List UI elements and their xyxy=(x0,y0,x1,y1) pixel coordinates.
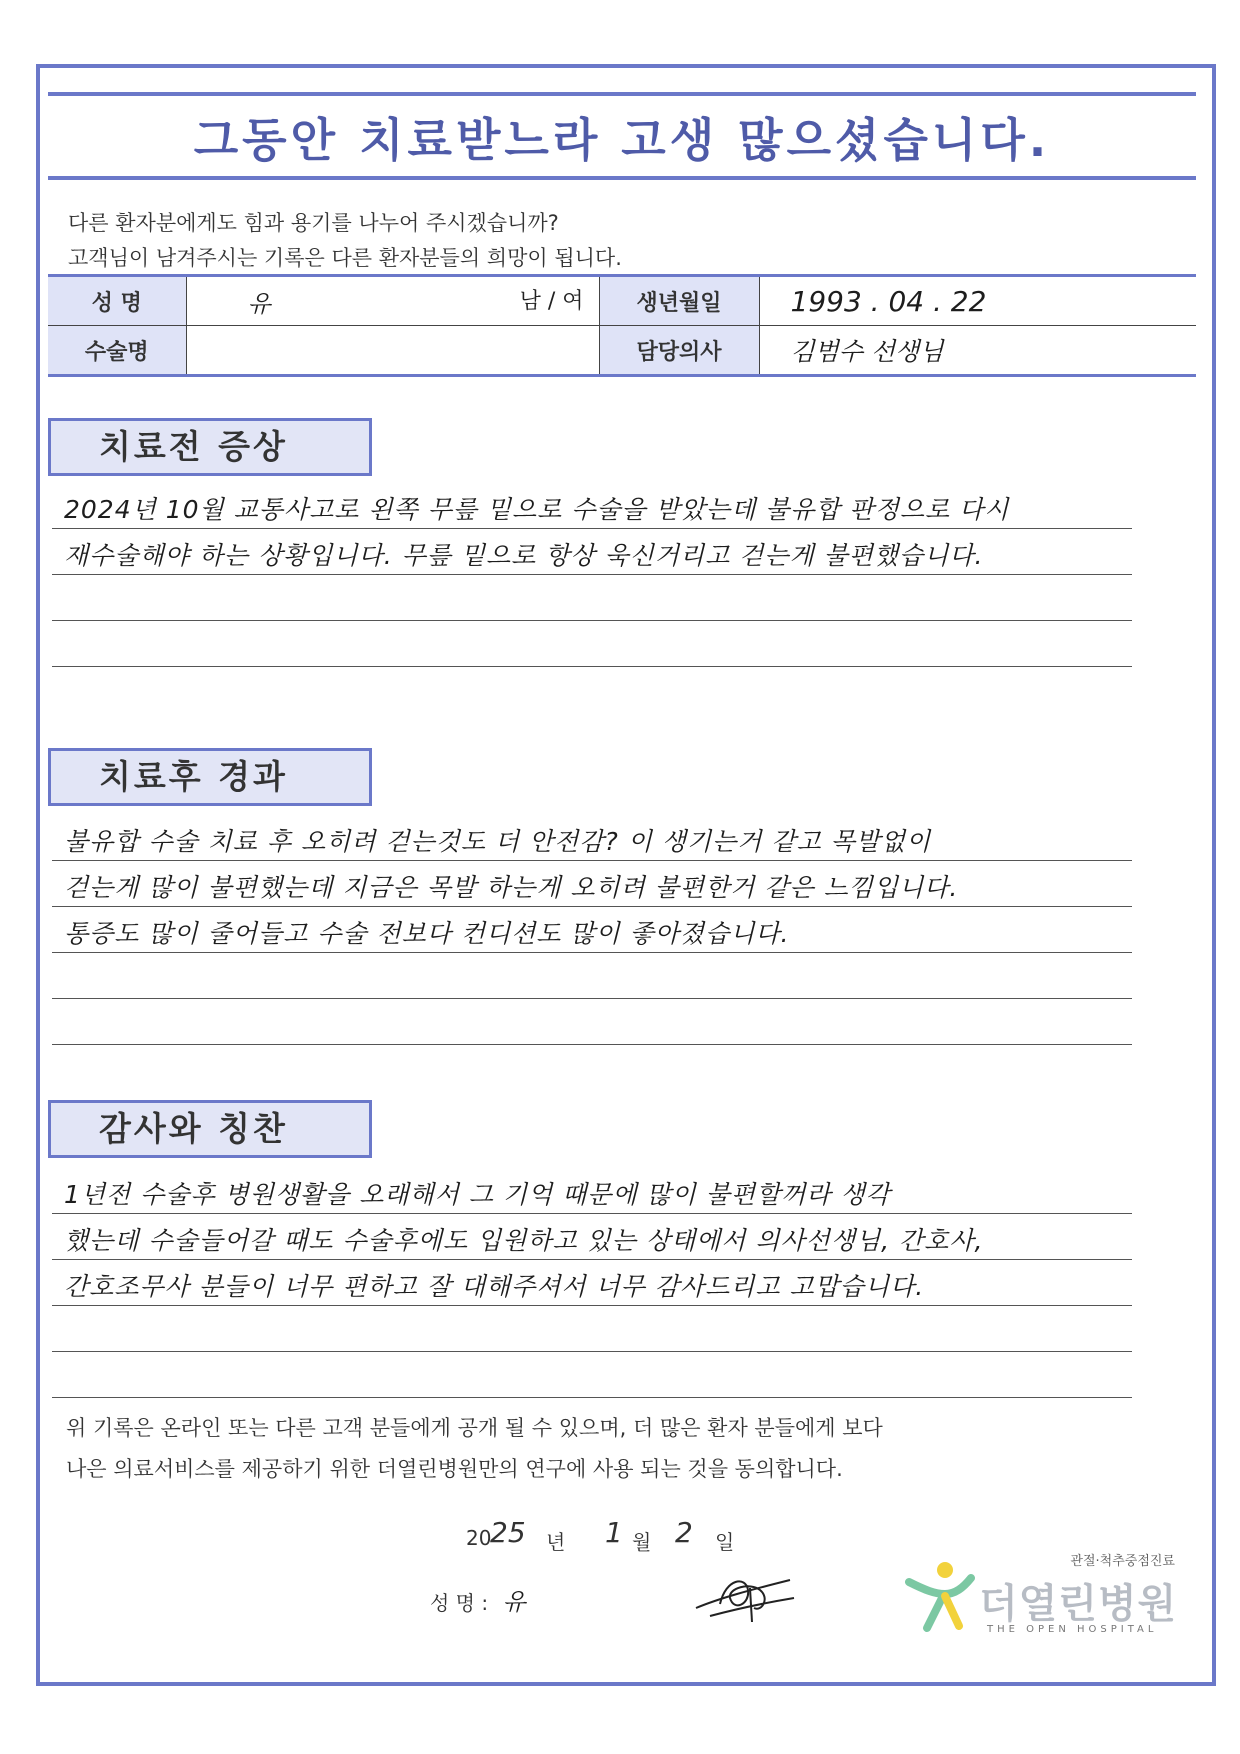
handwritten-text: 재수술해야 하는 상황입니다. 무릎 밑으로 항상 욱신거리고 걷는게 불편했습니다. xyxy=(64,541,984,570)
writing-line[interactable] xyxy=(52,621,1132,667)
date-day-value[interactable]: 2 xyxy=(675,1516,693,1549)
birth-value: 1993 . 04 . 22 xyxy=(790,284,987,318)
surgery-field[interactable] xyxy=(186,326,599,376)
title-banner xyxy=(48,92,1196,180)
title-rule-top xyxy=(48,92,1196,96)
section-heading-before: 치료전 증상 xyxy=(48,418,372,476)
writing-line[interactable] xyxy=(52,1214,1132,1260)
logo-english: THE OPEN HOSPITAL xyxy=(987,1624,1158,1635)
section-heading-after: 치료후 경과 xyxy=(48,748,372,806)
date-day-unit: 일 xyxy=(715,1530,735,1554)
signature-label: 성 명 : xyxy=(430,1591,489,1615)
writing-line[interactable] xyxy=(52,953,1132,999)
birth-label: 생년월일 xyxy=(599,276,759,326)
title-rule-bottom xyxy=(48,176,1196,180)
intro-text xyxy=(68,206,622,276)
name-value: 유 xyxy=(247,289,271,318)
date-year-unit: 년 xyxy=(546,1530,566,1554)
doctor-value: 김범수 선생님 xyxy=(790,337,944,366)
consent-text xyxy=(66,1408,883,1490)
writing-line[interactable] xyxy=(52,999,1132,1045)
name-field[interactable] xyxy=(186,276,599,326)
name-label: 성 명 xyxy=(48,276,186,326)
writing-line[interactable] xyxy=(52,483,1132,529)
logo-tagline: 관절·척추중점진료 xyxy=(1070,1554,1175,1569)
writing-line[interactable] xyxy=(52,815,1132,861)
writing-line[interactable] xyxy=(52,575,1132,621)
patient-info-table xyxy=(48,274,1196,377)
date-year-value[interactable]: 25 xyxy=(490,1516,526,1549)
writing-line[interactable] xyxy=(52,1260,1132,1306)
section-lines-before[interactable] xyxy=(52,483,1132,667)
signature-name[interactable]: 유 xyxy=(502,1588,526,1616)
writing-line[interactable] xyxy=(52,907,1132,953)
intro-line: 고객님이 남겨주시는 기록은 다른 환자분들의 희망이 됩니다. xyxy=(68,246,622,270)
handwritten-text: 했는데 수술들어갈 때도 수술후에도 입원하고 있는 상태에서 의사선생님, 간호사, xyxy=(64,1226,984,1255)
intro-line: 다른 환자분에게도 힘과 용기를 나누어 주시겠습니까? xyxy=(68,211,559,235)
date-month-value[interactable]: 1 xyxy=(605,1516,623,1549)
section-lines-thanks[interactable] xyxy=(52,1168,1132,1398)
handwritten-text: 간호조무사 분들이 너무 편하고 잘 대해주셔서 너무 감사드리고 고맙습니다. xyxy=(64,1272,925,1301)
handwritten-text: 통증도 많이 줄어들고 수술 전보다 컨디션도 많이 좋아졌습니다. xyxy=(64,919,790,948)
handwritten-text: 1년전 수술후 병원생활을 오래해서 그 기억 때문에 많이 불편할꺼라 생각 xyxy=(64,1180,891,1209)
doctor-field[interactable] xyxy=(759,326,1196,376)
birth-field[interactable] xyxy=(759,276,1196,326)
logo-name: 더열린병원 xyxy=(979,1581,1178,1627)
sex-selector[interactable]: 남 / 여 xyxy=(519,288,584,314)
date-month-unit: 월 xyxy=(632,1530,652,1554)
date-year-prefix: 20 xyxy=(466,1526,492,1550)
section-heading-thanks: 감사와 칭찬 xyxy=(48,1100,372,1158)
page-title: 그동안 치료받느라 고생 많으셨습니다. xyxy=(193,113,1051,167)
handwritten-text: 걷는게 많이 불편했는데 지금은 목발 하는게 오히려 불편한거 같은 느낌입니다. xyxy=(64,873,959,902)
handwritten-signature[interactable] xyxy=(690,1568,800,1624)
logo-figure-icon xyxy=(905,1560,975,1636)
handwritten-text: 불유합 수술 치료 후 오히려 걷는것도 더 안전감? 이 생기는거 같고 목발없이 xyxy=(64,827,932,856)
consent-line: 위 기록은 온라인 또는 다른 고객 분들에게 공개 될 수 있으며, 더 많은 환자 분들에게 보다 xyxy=(66,1416,883,1440)
writing-line[interactable] xyxy=(52,1168,1132,1214)
writing-line[interactable] xyxy=(52,529,1132,575)
hospital-logo xyxy=(905,1550,1185,1640)
writing-line[interactable] xyxy=(52,1306,1132,1352)
section-lines-after[interactable] xyxy=(52,815,1132,1045)
consent-line: 나은 의료서비스를 제공하기 위한 더열린병원만의 연구에 사용 되는 것을 동의합니다. xyxy=(66,1457,843,1481)
writing-line[interactable] xyxy=(52,861,1132,907)
doctor-label: 담당의사 xyxy=(599,326,759,376)
signature-row xyxy=(430,1582,526,1617)
surgery-label: 수술명 xyxy=(48,326,186,376)
handwritten-text: 2024년 10월 교통사고로 왼쪽 무릎 밑으로 수술을 받았는데 불유합 판정으로 다시 xyxy=(64,495,1010,524)
writing-line[interactable] xyxy=(52,1352,1132,1398)
